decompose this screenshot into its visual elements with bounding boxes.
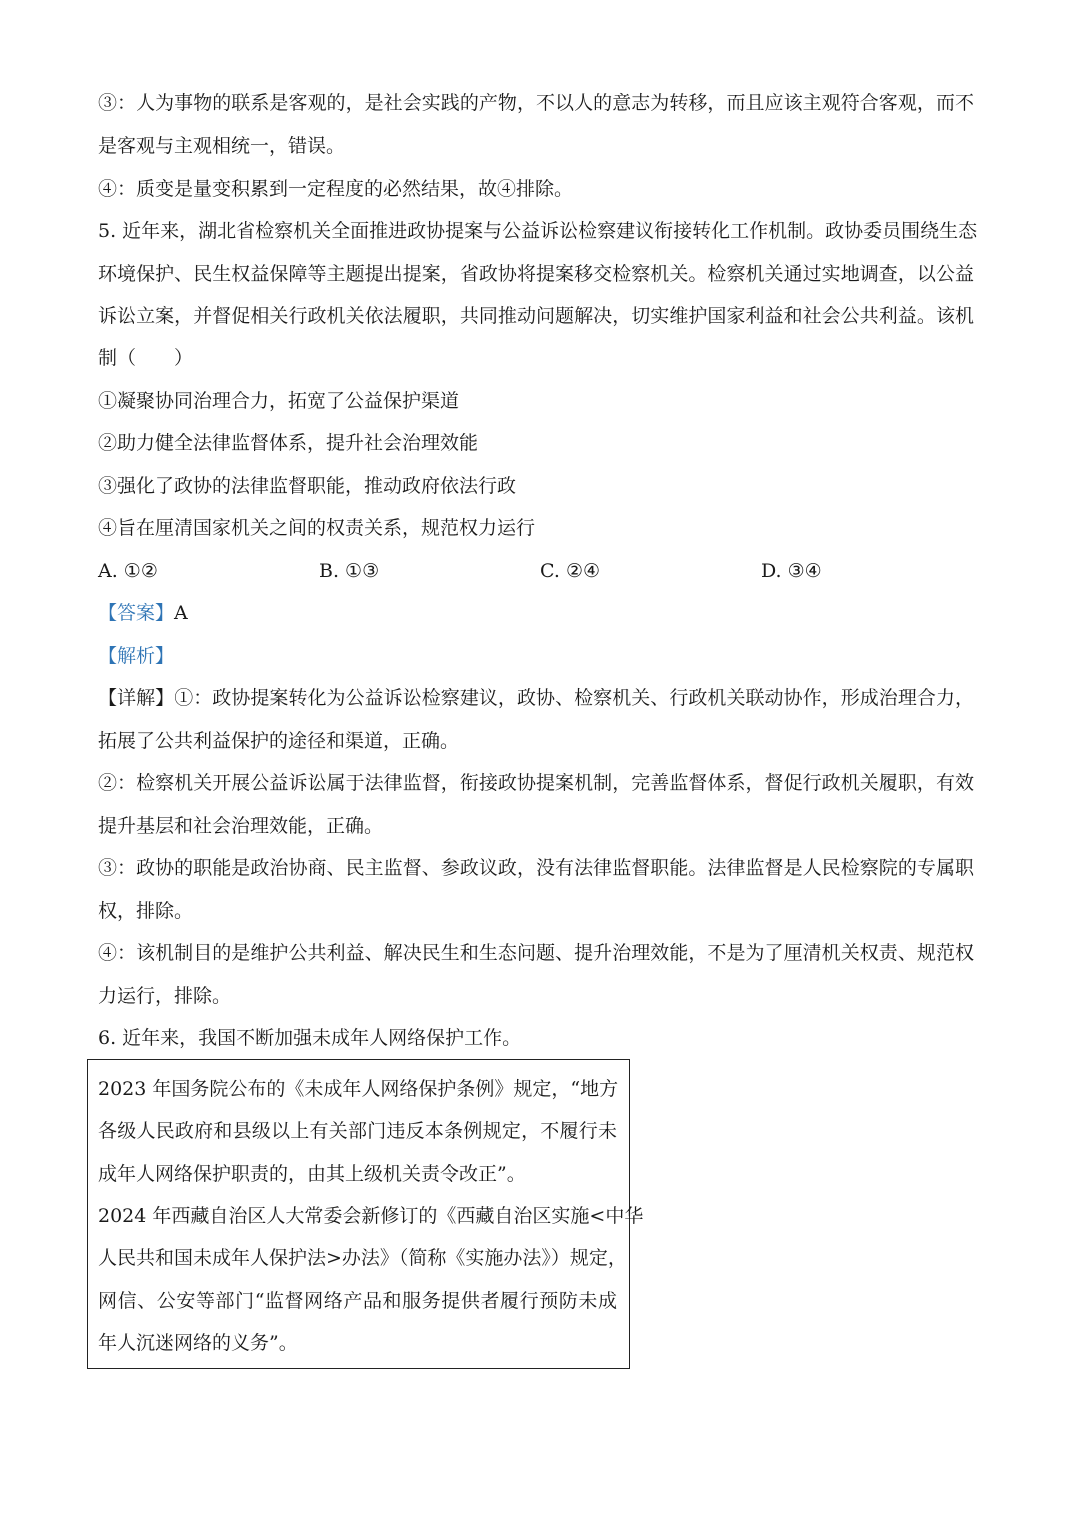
q5-option-b: B. ①③ <box>319 560 380 582</box>
material-line-5: 人民共和国未成年人保护法>办法》（简称《实施办法》）规定， <box>98 1247 627 1269</box>
material-line-4: 2024 年西藏自治区人大常委会新修订的《西藏自治区实施<中华 <box>98 1205 644 1227</box>
material-line-1: 2023 年国务院公布的《未成年人网络保护条例》规定，“地方 <box>98 1078 619 1100</box>
detail-2-line-1: ②：检察机关开展公益诉讼属于法律监督，衔接政协提案机制，完善监督体系，督促行政机关履职，有效 <box>98 772 974 794</box>
analysis-item-4: ④：质变是量变积累到一定程度的必然结果，故④排除。 <box>98 178 574 200</box>
q5-statement-1: ①凝聚协同治理合力，拓宽了公益保护渠道 <box>98 390 460 412</box>
detail-tag: 【详解】 <box>98 687 175 709</box>
q5-option-c: C. ②④ <box>540 560 601 582</box>
analysis-item-3-line-2: 是客观与主观相统一，错误。 <box>98 135 346 157</box>
detail-1-text: ①：政协提案转化为公益诉讼检察建议，政协、检察机关、行政机关联动协作，形成治理合力， <box>174 687 974 709</box>
analysis-tag: 【解析】 <box>98 645 175 667</box>
analysis-item-3-line-1: ③：人为事物的联系是客观的，是社会实践的产物，不以人的意志为转移，而且应该主观符合客观，而不 <box>98 92 974 114</box>
q5-answer <box>98 601 188 625</box>
detail-4-line-2: 力运行，排除。 <box>98 985 232 1007</box>
q5-statement-2: ②助力健全法律监督体系，提升社会治理效能 <box>98 432 479 454</box>
detail-1-line-2: 拓展了公共利益保护的途径和渠道，正确。 <box>98 730 460 752</box>
q5-stem-line-3: 诉讼立案，并督促相关行政机关依法履职，共同推动问题解决，切实维护国家利益和社会公共利益。该机 <box>98 305 974 327</box>
detail-4-line-1: ④：该机制目的是维护公共利益、解决民生和生态问题、提升治理效能，不是为了厘清机关权责、规范权 <box>98 942 974 964</box>
detail-3-line-2: 权，排除。 <box>98 900 194 922</box>
q5-statement-3: ③强化了政协的法律监督职能，推动政府依法行政 <box>98 475 517 497</box>
material-line-3: 成年人网络保护职责的，由其上级机关责令改正”。 <box>98 1163 526 1185</box>
detail-3-line-1: ③：政协的职能是政治协商、民主监督、参政议政，没有法律监督职能。法律监督是人民检察院的专属职 <box>98 857 974 879</box>
q5-statement-4: ④旨在厘清国家机关之间的权责关系，规范权力运行 <box>98 517 536 539</box>
q5-stem-line-4: 制（ ） <box>98 347 194 369</box>
material-line-7: 年人沉迷网络的义务”。 <box>98 1332 298 1354</box>
q6-material-box <box>87 1059 644 1369</box>
answer-value: A <box>174 602 188 624</box>
q5-option-d: D. ③④ <box>761 560 822 582</box>
material-line-6: 网信、公安等部门“监督网络产品和服务提供者履行预防未成 <box>98 1290 617 1312</box>
q5-option-a: A. ①② <box>98 560 158 582</box>
detail-2-line-2: 提升基层和社会治理效能，正确。 <box>98 815 384 837</box>
answer-tag: 【答案】 <box>98 602 175 624</box>
q5-stem-line-1: 5. 近年来，湖北省检察机关全面推进政协提案与公益诉讼检察建议衔接转化工作机制。政协委员围绕生态 <box>98 220 978 242</box>
material-line-2: 各级人民政府和县级以上有关部门违反本条例规定，不履行未 <box>98 1120 617 1142</box>
detail-1-line-1 <box>98 686 974 710</box>
q5-stem-line-2: 环境保护、民生权益保障等主题提出提案，省政协将提案移交检察机关。检察机关通过实地调查，以公益 <box>98 263 974 285</box>
q6-stem: 6. 近年来，我国不断加强未成年人网络保护工作。 <box>98 1027 522 1049</box>
